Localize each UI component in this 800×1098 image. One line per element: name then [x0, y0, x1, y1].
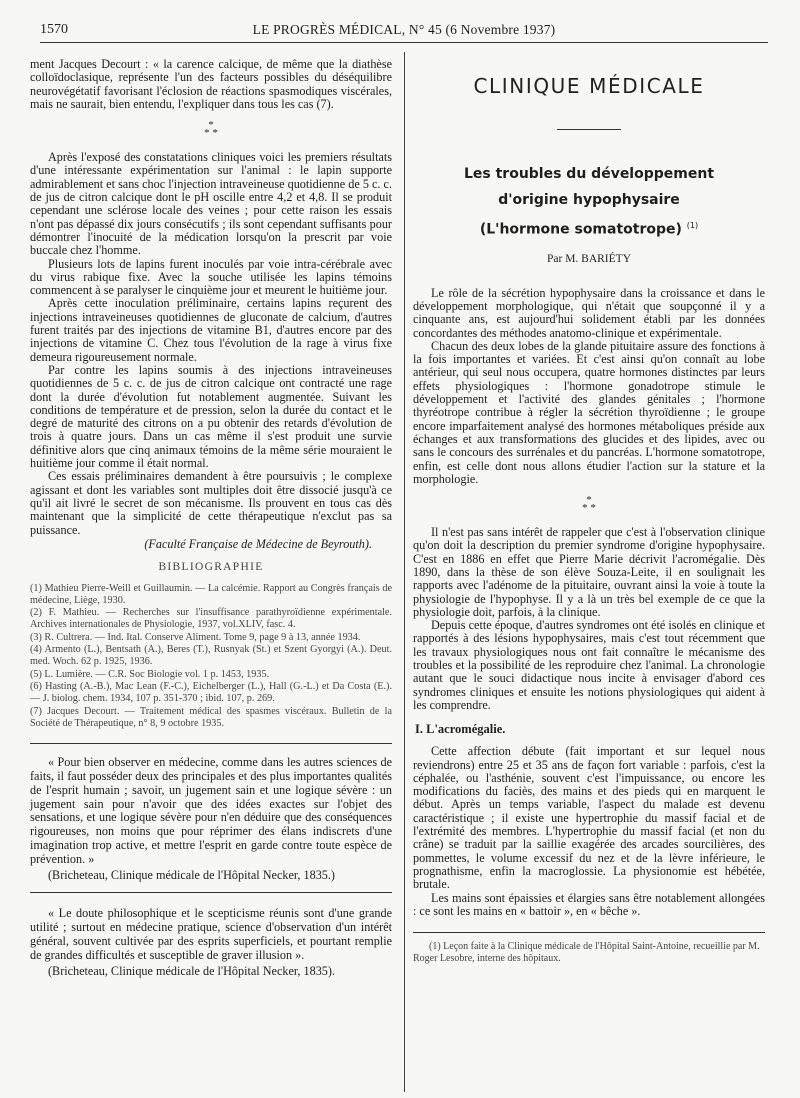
quote-text: « Pour bien observer en médecine, comme dans les autres sciences de faits, il faut posséder deux des principales et des plus importantes qualités de l'esprit humain ; savoir, un jugement sain et une logique sévère : un jugement sain pour n'avoir que des idées exactes sur l'objet des sensations, et une logique sévère pour n'en déduire que des conséquences rigoureuses, non moins que pour réprimer des élans indiscrets d'une imagination trop active, et mettre l'esprit en garde contre toute espèce de prévention. » — [30, 755, 392, 866]
asterism-text: * * * — [204, 119, 218, 140]
affiliation: (Faculté Française de Médecine de Beyrouth). — [144, 536, 372, 551]
article-title-line: d'origine hypophysaire — [498, 192, 680, 208]
bibliography-entry: (7) Jacques Decourt. — Traitement médical des spasmes viscéraux. Bulletin de la Société de Thérapeutique, n° 8, 9 octobre 1935. — [30, 705, 392, 729]
divider — [30, 743, 392, 744]
paragraph: Il n'est pas sans intérêt de rappeler que c'est à l'observation clinique qu'on doit la description du premier syndrome d'origine hypophysaire. C'est en 1886 en effet que Pierre Marie décrivit l'acromégalie. Dès 1890, dans la thèse de son élève Souza-Leite, il en soulignait les rapports avec l'adénome de la pituitaire, ouvrant ainsi la voie à toute la physiologie de l'hypophyse. Il y a là un très bel exemple de ce que la physiologie doit, parfois, à la clinique. — [413, 525, 765, 619]
article-title-line: Les troubles du développement — [463, 166, 715, 182]
article-title — [413, 161, 765, 243]
epigraph-2 — [30, 907, 392, 978]
bibliography-list — [30, 583, 392, 729]
paragraph: Après cette inoculation préliminaire, certains lapins reçurent des injections intraveineuses quotidiennes de gluconate de calcium, d'autres furent traités par des injections de vitamine B1, d'autres encore par des injections de vitamine C. Chez tous l'évolution de la rage à virus fixe demeura rigoureusement normale. — [30, 296, 392, 364]
bibliography-entry: (1) Mathieu Pierre-Weill et Guillaumin. — La calcémie. Rapport au Congrès français de médecine, Liège, 1930. — [30, 582, 392, 606]
paragraph: Chacun des deux lobes de la glande pituitaire assure des fonctions à la fois importantes et variées. Et c'est ainsi qu'on connaît au lobe antérieur, qui seul nous occupera, quatre hormones distinctes par leurs effets physiologiques : l'hormone gonadotrope stimule le développement et l'activité des glandes génitales ; l'hormone thyréotrope contribue à régler la sécrétion thyroïdienne ; le groupe encore imparfaitement analysé des hormones métaboliques préside aux échanges et aux transformations des glucides et des lipides, avec ou sans le concours des surrénales et du pancréas. L'hormone somatotrope, enfin, est celle dont nous allons étudier l'action sur la stature et la morphologie. — [413, 338, 765, 486]
bibliography-entry: (6) Hasting (A.-B.), Mac Lean (F.-C.), Eichelberger (L.), Hall (G.-L.) et Da Costa (E.). — J. biolog. chem. 1934, 107 p. 351-370 ; ibid. 107, p. 269. — [30, 681, 392, 705]
paragraph: Les mains sont épaissies et élargies sans être notablement allongées : ce sont les mains en « battoir », en « bêche ». — [413, 890, 765, 918]
section-break-asterism — [413, 494, 765, 515]
page-number: 1570 — [40, 22, 68, 37]
paragraph: Depuis cette époque, d'autres syndromes ont été isolés en clinique et rapportés à des lésions hypophysaires, mais c'est tout récemment que les travaux physiologiques nous ont fait connaître le mécanisme des troubles et la possibilité de les reproduire chez l'animal. La chronologie autant que le souci didactique nous incite à envisager d'abord ces syndromes cliniques et ensuite les notions physiologiques qui aident à les comprendre. — [413, 618, 765, 712]
bibliography-entry: (4) Armento (L.), Bentsath (A.), Beres (T.), Rusnyak (St.) et Szent Gyorgyi (A.). Deut. med. Woch. 62 p. 1925, 1936. — [30, 644, 392, 668]
section-title: CLINIQUE MÉDICALE — [473, 74, 705, 98]
column-divider — [404, 52, 405, 1092]
bibliography-heading: BIBLIOGRAPHIE — [158, 560, 264, 573]
bibliography-entry: (3) R. Cultrera. — Ind. Ital. Conserve Aliment. Tome 9, page 9 à 13, année 1934. — [30, 631, 361, 643]
paragraph: Plusieurs lots de lapins furent inoculés par voie intra-cérébrale avec du virus rabique fixe. Avec la souche utilisée les lapins témoins commencent à se paralyser le cinquième jour et meurent le huitième jour. — [30, 256, 392, 298]
author-line: Par M. BARIÉTY — [546, 252, 631, 265]
article-title-line: (L'hormone somatotrope) — [479, 221, 682, 238]
subsection-heading: I. L'acromégalie. — [415, 722, 506, 737]
quote-attribution: (Bricheteau, Clinique médicale de l'Hôpital Necker, 1835.) — [48, 867, 335, 882]
left-column — [30, 58, 392, 978]
paragraph: Après l'exposé des constatations cliniques voici les premiers résultats d'une intéressante expérimentation sur l'animal : le lapin supporte admirablement et sans choc l'injection intraveineuse quotidienne de 5 c. c. de jus de citron calcique dont le pH oscille entre 4,2 et 4,8. Il se produit cependant une sclérose locale des veines ; pour cette raison les essais n'ont pas dépassé dix jours consécutifs ; ils sont cependant suffisants pour démontrer l'inocuité de la médication lorsqu'on la prescrit par voie buccale chez l'homme. — [30, 150, 392, 258]
paragraph: Le rôle de la sécrétion hypophysaire dans la croissance et dans le développement morphologique, qui n'était que soupçonné il y a cinquante ans, est aujourd'hui solidement établi par les données concordantes des méthodes anatomo-clinique et expérimentale. — [413, 285, 765, 340]
footnote: (1) Leçon faite à la Clinique médicale de l'Hôpital Saint-Antoine, recueillie par M. Roger Lesobre, interne des hôpitaux. — [413, 941, 760, 964]
paragraph: ment Jacques Decourt : « la carence calcique, de même que la diathèse colloïdoclasique, représente l'un des facteurs possibles du déséquilibre neurovégétatif favorisant l'éclosion de réactions spasmodiques viscérales, mais ne saurait, bien entendu, l'expliquer dans tous les cas (7). — [30, 57, 392, 111]
title-rule — [557, 129, 621, 130]
paragraph: Par contre les lapins soumis à des injections intraveineuses quotidiennes de 5 c. c. de jus de citron calcique ont contracté une rage dont la durée d'évolution fut notablement augmentée. Suivant les conditions de température et de pression, selon la durée du contact et le degré de maturité des citrons on a pu obtenir des retards d'évolution de trois à quatre jours. Dans un cas même il s'est produit une survie définitive alors que cinq animaux témoins de la même série mouraient le huitième jour comme il était normal. — [30, 362, 392, 471]
paragraph: Cette affection débute (fait important et sur lequel nous reviendrons) entre 25 et 35 ans de façon fort variable : parfois, c'est la céphalée, ou l'asthénie, souvent c'est l'impuissance, ou encore les modifications du faciès, des mains et des pieds qui en marquent le début. Après un temps variable, l'aspect du malade est devenu caractéristique ; il existe une hypertrophie du massif facial et de l'extrémité des membres. L'hypertrophie du massif facial (et non du crâne) se traduit par la saillie exagérée des arcades sourcilières, des pommettes, le volume excessif du nez et de la lèvre inférieure, le prognathisme, enfin la macroglossie. La physionomie est hébétée, brutale. — [413, 744, 765, 892]
epigraph-1 — [30, 756, 392, 882]
running-header — [40, 20, 768, 46]
journal-title: LE PROGRÈS MÉDICAL, N° 45 (6 Novembre 1937) — [252, 22, 556, 37]
footnote-rule — [413, 932, 765, 933]
right-column — [413, 58, 765, 964]
asterism-text: * * * — [582, 494, 596, 515]
divider — [30, 892, 392, 893]
article-title-line-3 — [413, 213, 765, 243]
paragraph: Ces essais préliminaires demandent à être poursuivis ; le complexe agissant et dont les variables sont multiples doit être dissocié jusqu'à ce qu'il ait livré le secret de son mécanisme. Ils prouvent en tous cas dès maintenant que la simplicité de cette thérapeutique n'exclut pas sa puissance. — [30, 469, 392, 537]
footnote-marker: (1) — [686, 221, 699, 230]
bibliography-entry: (5) L. Lumière. — C.R. Soc Biologie vol. 1 p. 1453, 1935. — [30, 668, 270, 680]
bibliography-entry: (2) F. Mathieu. — Recherches sur l'insuffisance parathyroïdienne expérimentale. Archives internationales de Physiologie, 1937, vol.XLIV, fasc. 4. — [30, 607, 392, 630]
header-rule — [40, 42, 768, 43]
quote-attribution: (Bricheteau, Clinique médicale de l'Hôpital Necker, 1835). — [48, 963, 335, 978]
section-break-asterism — [30, 119, 392, 140]
quote-text: « Le doute philosophique et le scepticisme réunis sont d'une grande utilité ; surtout en médecine pratique, science d'observation d'un intérêt général, souvent cultivée par des esprits superficiels, et pourtant remplie de grandes difficultés et susceptible de graver illusion ». — [30, 906, 392, 962]
